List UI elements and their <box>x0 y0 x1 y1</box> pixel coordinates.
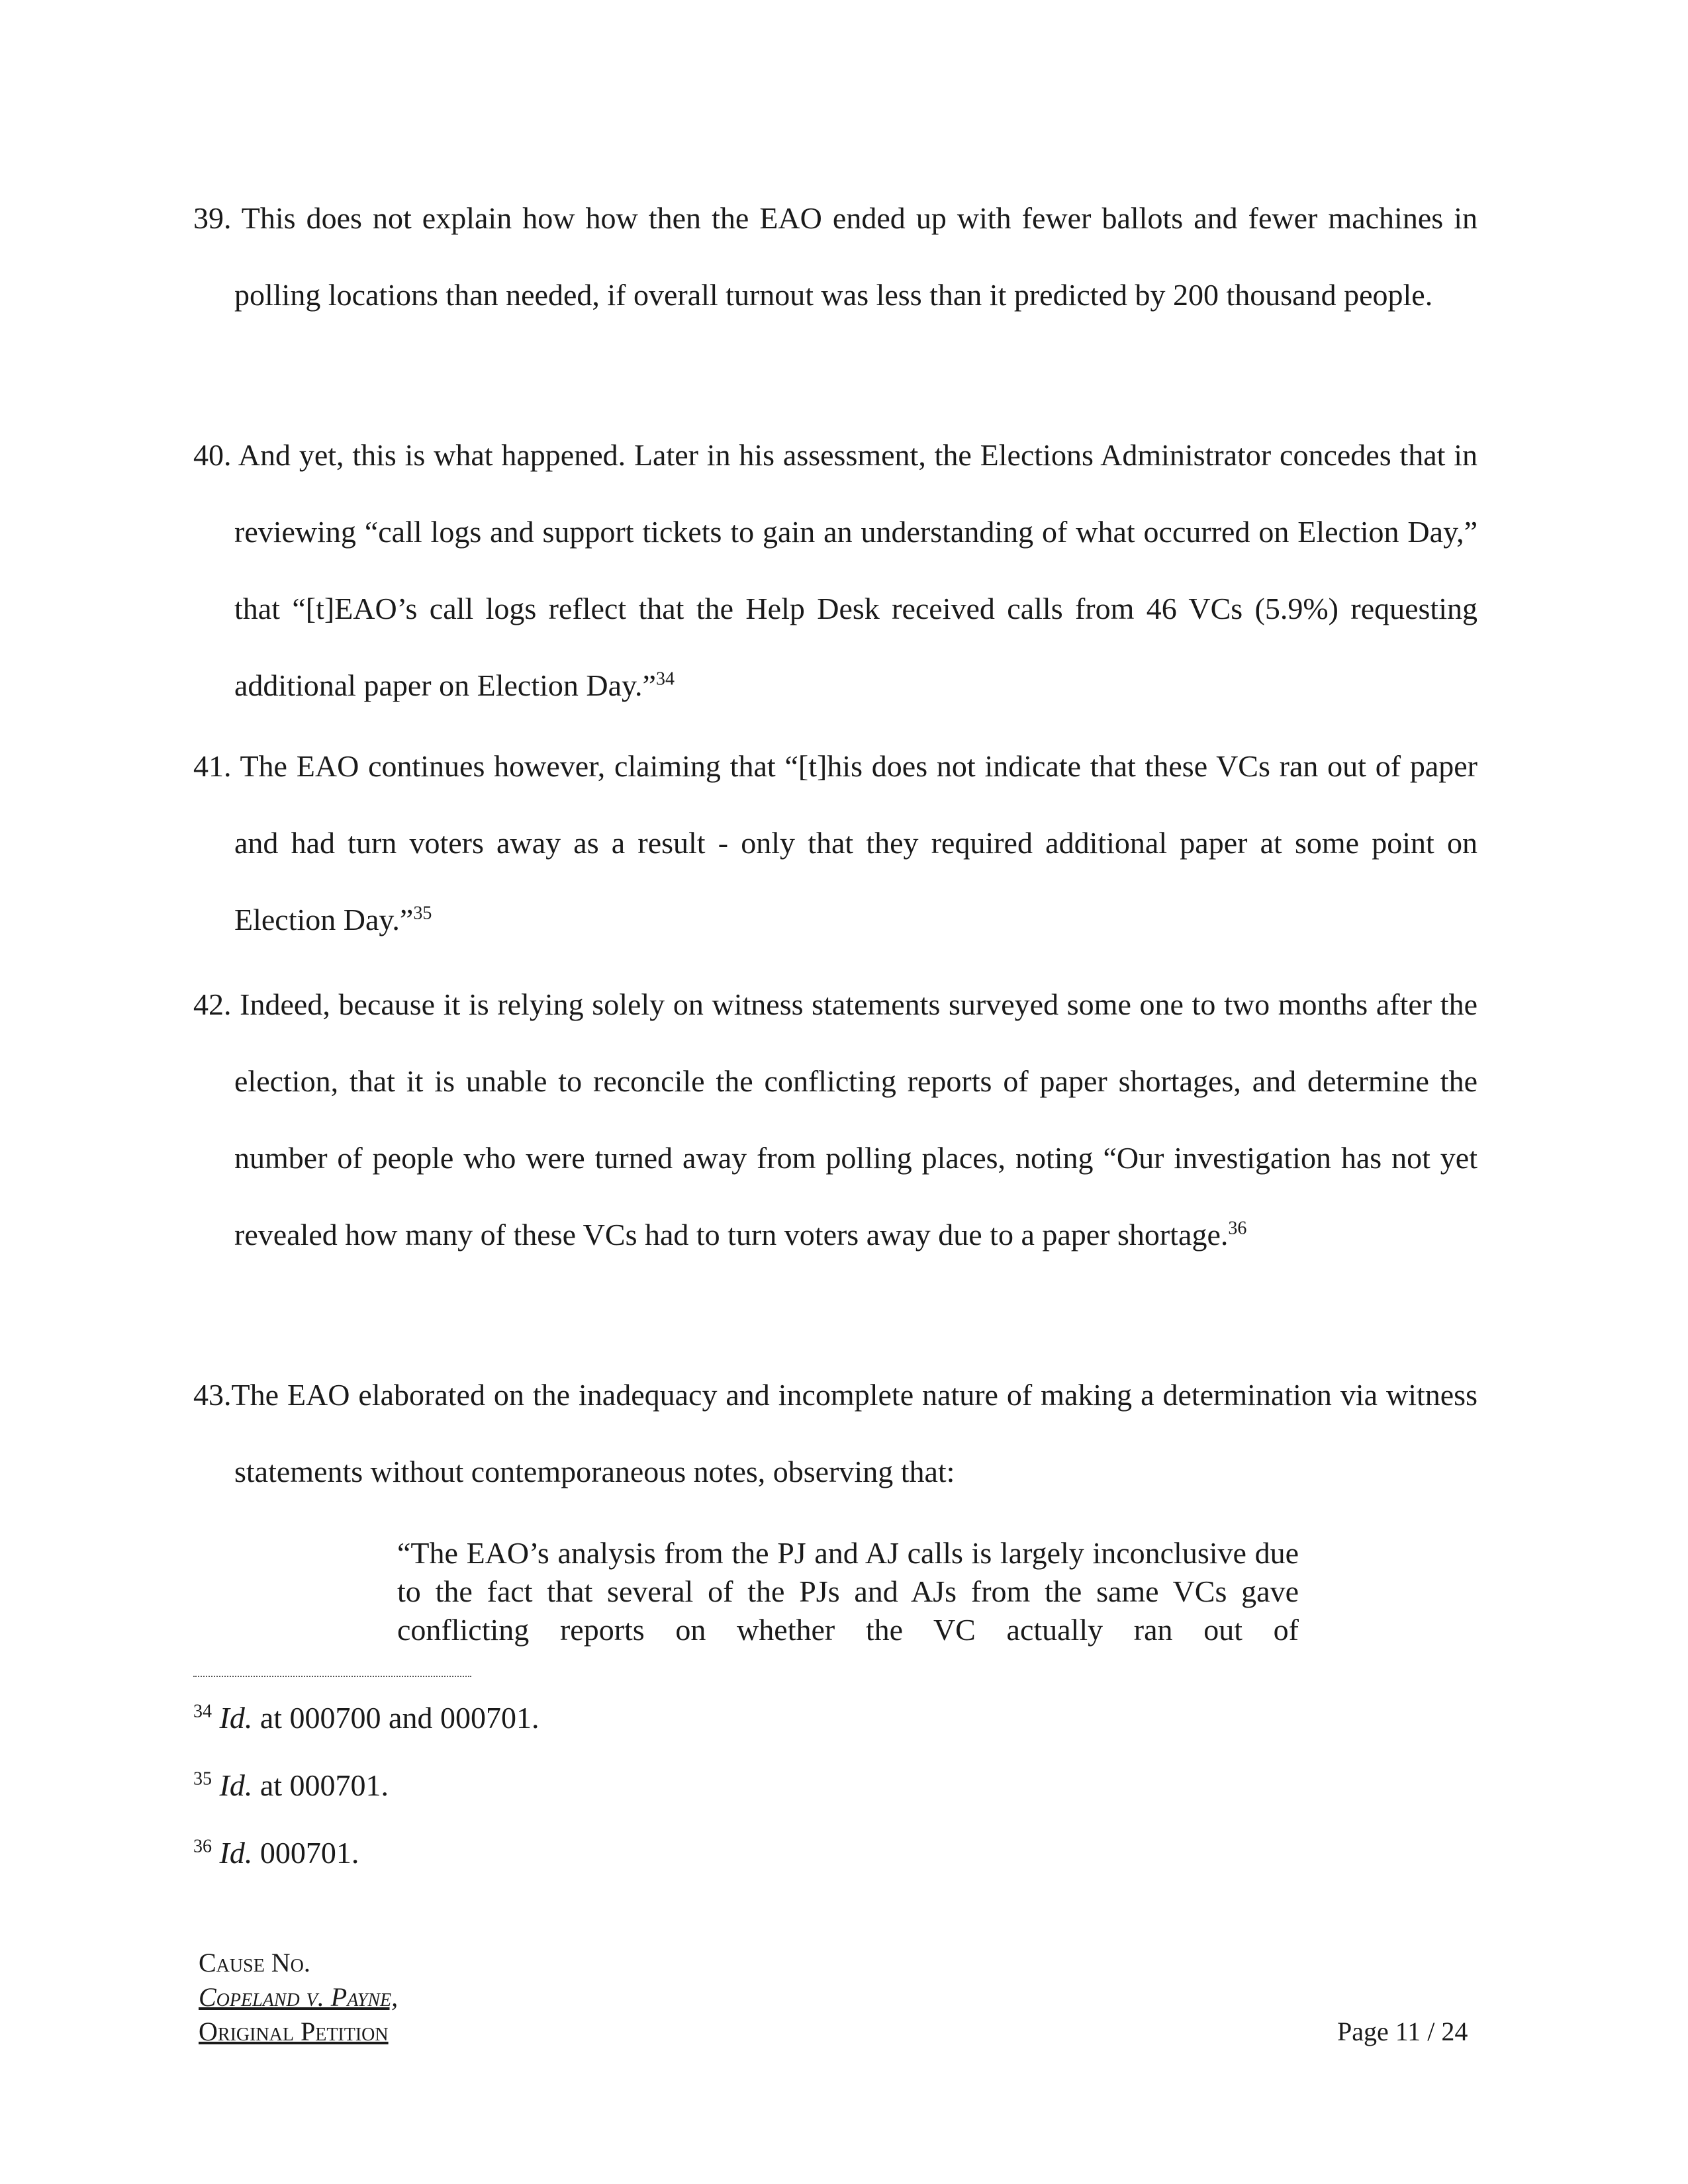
paragraph-43-text: 43.The EAO elaborated on the inadequacy and incomplete nature of making a determination via witness statements without contemporaneous notes, observing that: <box>193 1378 1477 1488</box>
footnote-ref-36: 36 <box>1228 1218 1247 1239</box>
footnote-cite: Id. <box>219 1836 253 1870</box>
paragraph-39 <box>193 180 1477 334</box>
paragraph-42-text <box>193 966 1477 1273</box>
footnote-text: at 000701. <box>252 1768 389 1802</box>
paragraph-42 <box>193 966 1477 1273</box>
page-number: Page 11 / 24 <box>1337 2017 1468 2046</box>
document-title: Original Petition <box>199 2017 389 2046</box>
footnote-36 <box>193 1835 359 1872</box>
footnote-text: at 000700 and 000701. <box>252 1701 539 1735</box>
page-footer-caption <box>199 1946 398 2049</box>
footnote-cite: Id. <box>219 1701 253 1735</box>
footnote-number: 34 <box>193 1701 212 1722</box>
paragraph-41-body: 41. The EAO continues however, claiming that “[t]his does not indicate that these VCs ran out of paper and had turn voters away as a result - only that they required additional paper at some point on Election Day.” <box>193 749 1477 936</box>
paragraph-40-body: 40. And yet, this is what happened. Later in his assessment, the Elections Administrator concedes that in reviewing “call logs and support tickets to gain an understanding of what occurred on Election Day,” that “[t]EAO’s call logs reflect that the Help Desk received calls from 46 VCs (5.9%) requesting additional paper on Election Day.” <box>193 438 1477 702</box>
footnote-34 <box>193 1700 539 1737</box>
footnote-number: 35 <box>193 1768 212 1790</box>
case-name: Copeland v. Payne, <box>199 1982 399 2012</box>
paragraph-43 <box>193 1357 1477 1510</box>
footnote-text: 000701. <box>252 1836 359 1870</box>
footnote-number: 36 <box>193 1836 212 1857</box>
footnote-35 <box>193 1767 389 1804</box>
paragraph-42-body: 42. Indeed, because it is relying solely on witness statements surveyed some one to two months after the election, that it is unable to reconcile the conflicting reports of paper shortages, and determine the number of people who were turned away from polling places, noting “Our investigation has not yet revealed how many of these VCs had to turn voters away due to a paper shortage. <box>193 987 1477 1251</box>
paragraph-40-text <box>193 417 1477 724</box>
footnote-ref-35: 35 <box>413 903 432 924</box>
footnote-ref-34: 34 <box>655 668 675 690</box>
footnote-cite: Id. <box>219 1768 253 1802</box>
paragraph-40 <box>193 417 1477 724</box>
footnote-separator <box>193 1676 471 1677</box>
block-quote: “The EAO’s analysis from the PJ and AJ calls is largely inconclusive due to the fact that several of the PJs and AJs from the same VCs gave conflicting reports on whether the VC actually ran out of <box>397 1536 1299 1647</box>
paragraph-41 <box>193 728 1477 958</box>
cause-number: Cause No. <box>199 1948 310 1978</box>
paragraph-39-text: 39. This does not explain how how then the EAO ended up with fewer ballots and fewer machines in polling locations than needed, if overall turnout was less than it predicted by 200 thousand people. <box>193 201 1477 312</box>
paragraph-41-text <box>193 728 1477 958</box>
